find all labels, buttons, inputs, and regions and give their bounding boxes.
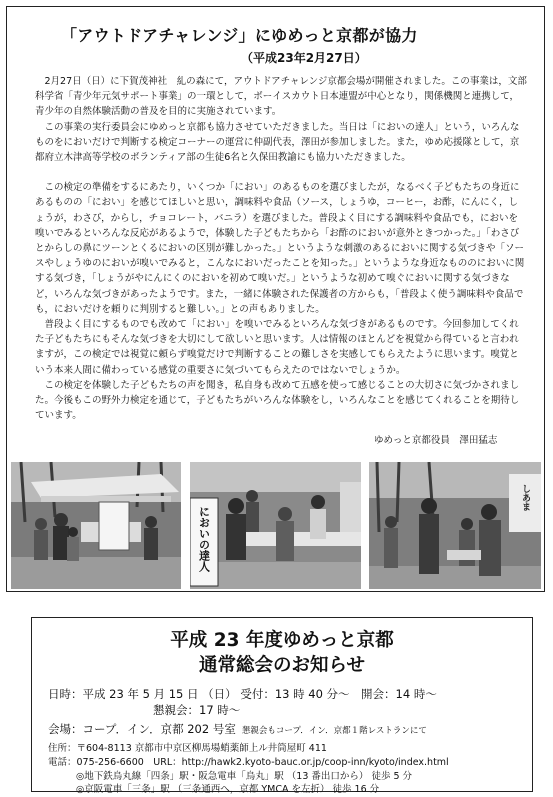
notice-datetime: 日時：平成 23 年 5 月 15 日 （日） 受付：13 時 40 分～ 開会：14 時～ [48,687,437,701]
article-paragraph: この検定を体験した子どもたちの声を聞き，私自身も改めて五感を使って感じることの大切さに気づかされました。今後もこの野外力検定を通じて，子どもたちがいろんな体験をし，いろんなことを感じてくれることを期待しています。 [35,379,520,422]
article-paragraph: 2月27日（日）に下賀茂神社 糺の森にて，アウトドアチャレンジ京都会場が開催されました。この事業は，文部科学省「青少年元気サポート事業」の一環として，ボーイスカウト日本連盟が中心となり，関係機関と連携して，青少年の自然体験活動の普及を目的に実施されています。 [35,76,527,118]
article-body [35,74,527,423]
article-signature: ゆめっと京都役員 澤田猛志 [374,435,498,446]
banner-text: しあま [520,484,530,511]
article-paragraph: 普段よく目にするものでも改めて「におい」を嗅いでみるといろんな気づきがあるものです。今回参加してくれた子どもたちにもそんな気づきを大切にして欲しいと思います。人は情報のほとんどを視覚から得ていると言われますが，この検定では視覚に頼らず嗅覚だけで判断することの難しさを実感してもらえたように思います。嗅覚という本来人間に備わっている感覚の重要さに気づいてもらえたのではないでしょうか。 [35,319,519,376]
notice-address: 住所：〒604-8113 京都市中京区柳馬場蛸薬師上ル井筒屋町 411 [48,743,327,754]
event-photo-sign [190,462,361,589]
article-paragraph: この事業の実行委員会にゆめっと京都も協力させていただきました。当日は「においの達人」という，いろんなものをにおいだけで判断する検定コーナーの運営に仲副代表，澤田が参加しました。また，ゆめ応援隊として，京都府立木津高等学校のボランティア部の生徒6名と久保田教諭にも協力いただきました。 [35,121,520,164]
notice-venue-name: 会場：コープ．イン．京都 202 号室 [48,722,236,736]
article-date: （平成23年2月27日） [241,51,367,65]
nioi-sign-text: においの達人 [197,506,211,572]
notice-phone-url: 電話：075-256-6600 URL：http://hawk2.kyoto-bauc.or.jp/coop-inn/kyoto/index.html [48,757,449,768]
notice-title-line2: 通常総会のお知らせ [199,655,365,676]
event-photo-children [369,462,541,589]
event-photo-tent [11,462,181,589]
article-headline: 「アウトドアチャレンジ」にゆめっと京都が協力 [61,26,418,45]
article-paragraph: この検定の準備をするにあたり，いくつか「におい」のあるものを選びましたが，なるべく子どもたちの身近にあるものの「におい」を感じてほしいと思い，調味料や食品（ソース，しょうゆ，コーヒー，お酢，にんにく，しょうが，わさび，からし，チョコレート，バニラ）を選びました。普段よく目にする調味料や食品でも，においを嗅いでみるといろんな反応があるようで，体験した子どもたちから「お酢のにおいが意外ときつかった。」「わさびとからしの鼻にツーンとくるにおいの区別が難しかった。」というような刺激のあるにおいに関する気づきや「ソースやしょうゆのにおいが嗅いでみると，こんなにおいだったことを知った。」というような身近なもののにおいに関する気づき，「しょうがやにんにくのにおいを初めて嗅いだ。」というような初めて嗅ぐにおいに関する気づきなど，いろんな気づきがあったようです。また，一緒に体験された保護者の方からも，「普段よく使う調味料や食品でも，においだけを頼りに判別すると難しい。」との声もありました。 [35,182,525,315]
notice-social: 懇親会：17 時～ [153,703,241,717]
notice-access-subway: ◎地下鉄烏丸線「四条」駅・阪急電車「烏丸」駅 （13 番出口から） 徒歩 5 分 [76,771,413,782]
notice-venue-note: 懇親会もコープ．イン．京都１階レストランにて [241,726,427,736]
notice-venue [48,721,427,737]
notice-access-keihan: ◎京阪電車「三条」駅 （三条通西へ，京都 YMCA を左折） 徒歩 16 分 [76,784,380,795]
notice-title-line1: 平成 23 年度ゆめっと京都 [170,630,394,651]
general-meeting-notice [31,617,533,795]
